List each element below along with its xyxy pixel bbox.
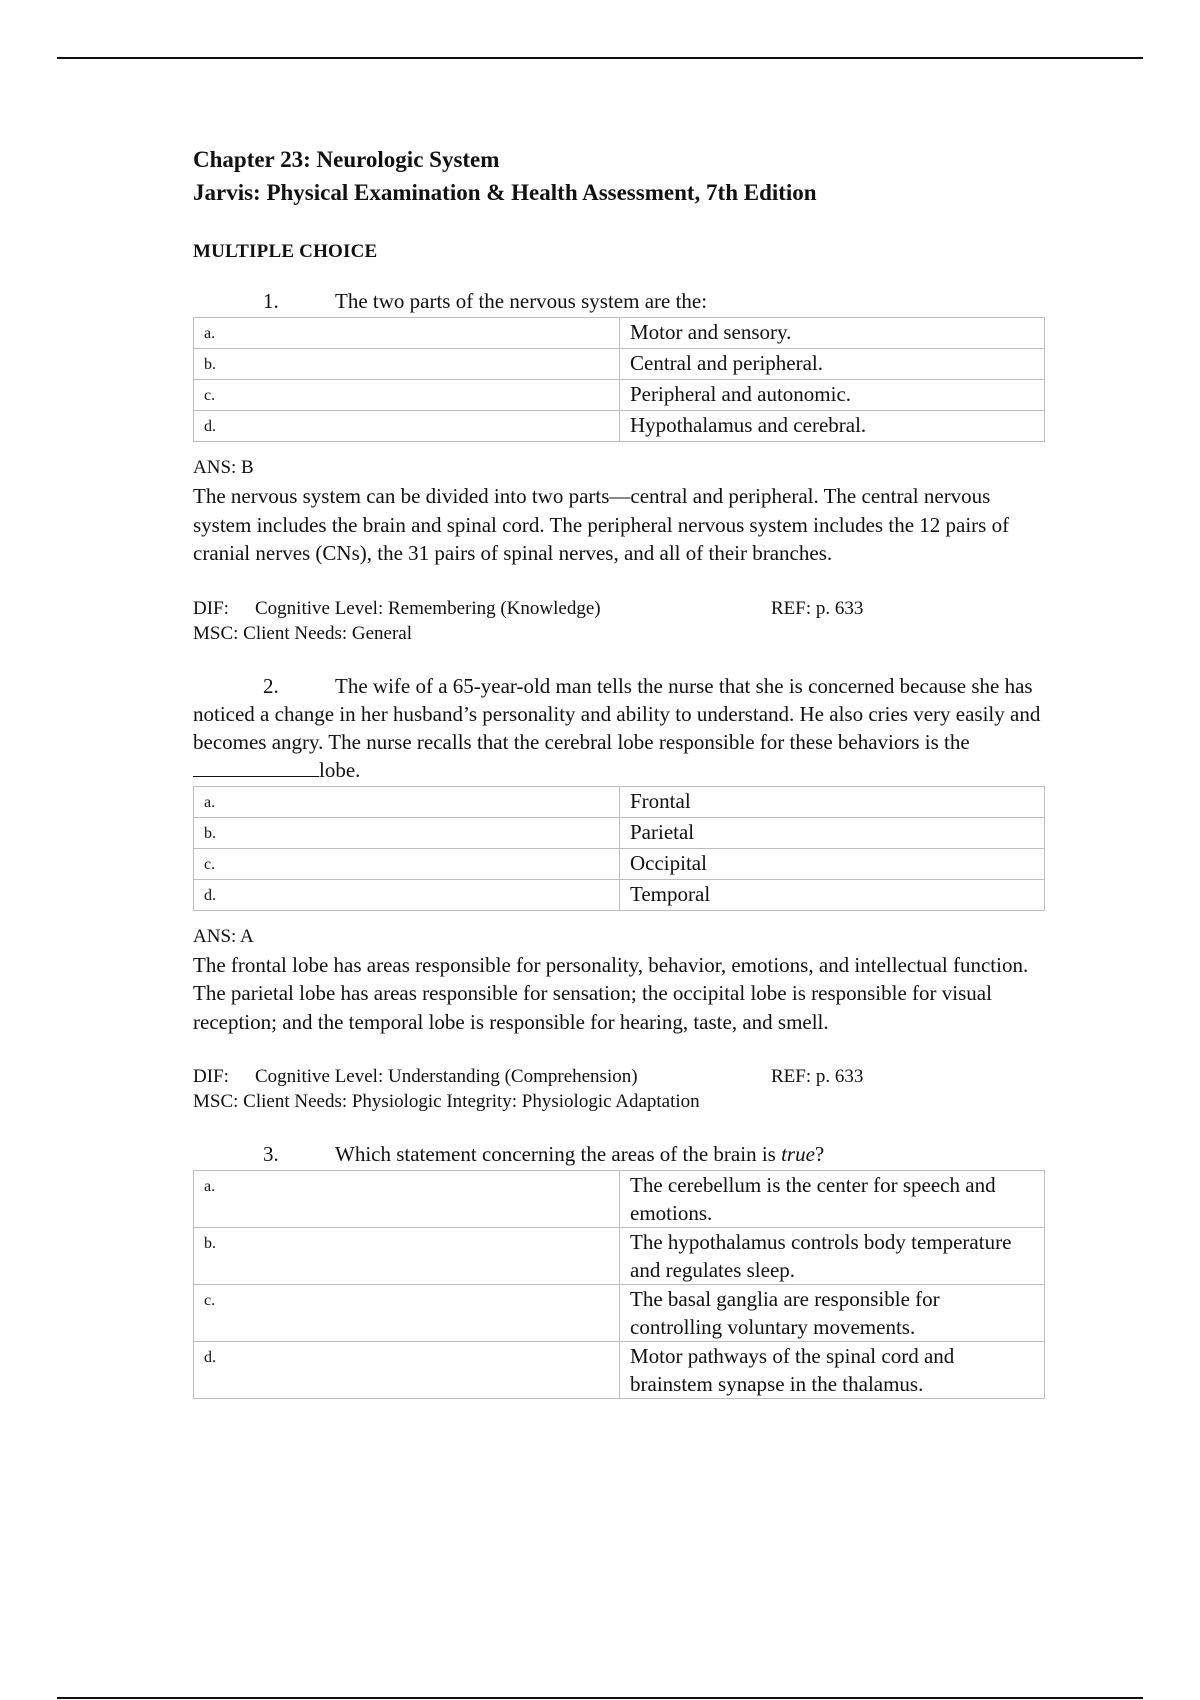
option-letter: a.: [194, 318, 620, 349]
answer-key: ANS: A: [193, 925, 254, 947]
question-text: because she has noticed a change in her husband’s personality and ability to understand. He also cries very easily and becomes angry. The nurse recalls that the cerebral lobe responsible for these behaviors is the: [193, 673, 1041, 754]
client-needs: MSC: Client Needs: Physiologic Integrity: Physiologic Adaptation: [193, 1091, 700, 1112]
question-3: [193, 1140, 1043, 1399]
section-heading: MULTIPLE CHOICE: [193, 241, 378, 262]
option-text: Frontal: [620, 786, 1045, 817]
question-metadata: [193, 1064, 1043, 1114]
option-text: Occipital: [620, 848, 1045, 879]
question-text-end: lobe.: [319, 757, 361, 782]
chapter-title: Chapter 23: Neurologic System: [193, 147, 500, 172]
question-number: 1.: [263, 289, 279, 313]
option-row[interactable]: [194, 879, 1045, 910]
option-text: Motor and sensory.: [620, 318, 1045, 349]
option-letter: c.: [194, 848, 620, 879]
page-reference: REF: p. 633: [771, 597, 864, 619]
question-emphasis: true: [781, 1142, 815, 1166]
question-2: [193, 672, 1043, 1115]
option-row[interactable]: [194, 848, 1045, 879]
options-table: [193, 786, 1045, 911]
question-text-first-line: The wife of a 65-year-old man tells the nurse that she is concerned: [335, 673, 895, 698]
client-needs: MSC: Client Needs: General: [193, 622, 412, 644]
options-table: [193, 1170, 1045, 1399]
option-row[interactable]: [194, 380, 1045, 411]
option-text: Hypothalamus and cerebral.: [620, 411, 1045, 442]
question-number: 2.: [263, 673, 279, 698]
option-row[interactable]: [194, 318, 1045, 349]
option-row[interactable]: [194, 817, 1045, 848]
option-text: The basal ganglia are responsible for controlling voluntary movements.: [620, 1285, 1045, 1342]
option-row[interactable]: [194, 1342, 1045, 1399]
option-letter: c.: [194, 1285, 620, 1342]
option-letter: a.: [194, 786, 620, 817]
rationale-text: The nervous system can be divided into two parts—central and peripheral. The central nervous system includes the brain and spinal cord. The peripheral nervous system includes the 12 pairs of cranial nerves (CNs), the 31 pairs of spinal nerves, and all of their branches.: [193, 484, 1010, 565]
question-text: The two parts of the nervous system are the:: [335, 289, 708, 313]
option-letter: d.: [194, 411, 620, 442]
answer-key: ANS: B: [193, 457, 254, 478]
difficulty-level: Cognitive Level: Remembering (Knowledge): [255, 597, 601, 619]
question-metadata: [193, 596, 1043, 646]
document-body: [193, 143, 1043, 1399]
question-stem: [193, 287, 1043, 315]
option-letter: c.: [194, 380, 620, 411]
question-1: [193, 287, 1043, 646]
question-text: Which statement concerning the areas of the brain is: [335, 1142, 782, 1166]
top-rule: [57, 57, 1143, 59]
option-letter: d.: [194, 1342, 620, 1399]
question-text-end: ?: [814, 1142, 825, 1166]
option-text: Peripheral and autonomic.: [620, 380, 1045, 411]
option-text: Motor pathways of the spinal cord and brainstem synapse in the thalamus.: [620, 1342, 1045, 1399]
difficulty-level: Cognitive Level: Understanding (Comprehension): [255, 1066, 638, 1087]
option-letter: b.: [194, 349, 620, 380]
dif-label: DIF:: [193, 1066, 229, 1087]
question-stem: [193, 672, 1043, 784]
option-letter: b.: [194, 1228, 620, 1285]
page-reference: REF: p. 633: [771, 1066, 864, 1087]
option-letter: b.: [194, 817, 620, 848]
bottom-rule: [57, 1697, 1143, 1699]
rationale-text: The frontal lobe has areas responsible for personality, behavior, emotions, and intellectual function. The parietal lobe has areas responsible for sensation; the occipital lobe is responsible for visual reception; and the temporal lobe is responsible for hearing, taste, and smell.: [193, 952, 1029, 1034]
option-text: Parietal: [620, 817, 1045, 848]
option-row[interactable]: [194, 1171, 1045, 1228]
option-text: The cerebellum is the center for speech and emotions.: [620, 1171, 1045, 1228]
question-number: 3.: [263, 1142, 279, 1166]
option-row[interactable]: [194, 349, 1045, 380]
book-title: Jarvis: Physical Examination & Health Assessment, 7th Edition: [193, 180, 817, 205]
option-text: Temporal: [620, 879, 1045, 910]
question-stem: [193, 1140, 1043, 1168]
option-row[interactable]: [194, 1285, 1045, 1342]
option-row[interactable]: [194, 411, 1045, 442]
options-table: [193, 317, 1045, 442]
option-row[interactable]: [194, 786, 1045, 817]
option-letter: d.: [194, 879, 620, 910]
option-letter: a.: [194, 1171, 620, 1228]
dif-label: DIF:: [193, 597, 229, 619]
option-text: Central and peripheral.: [620, 349, 1045, 380]
option-text: The hypothalamus controls body temperature and regulates sleep.: [620, 1228, 1045, 1285]
fill-in-blank: [193, 758, 319, 777]
option-row[interactable]: [194, 1228, 1045, 1285]
